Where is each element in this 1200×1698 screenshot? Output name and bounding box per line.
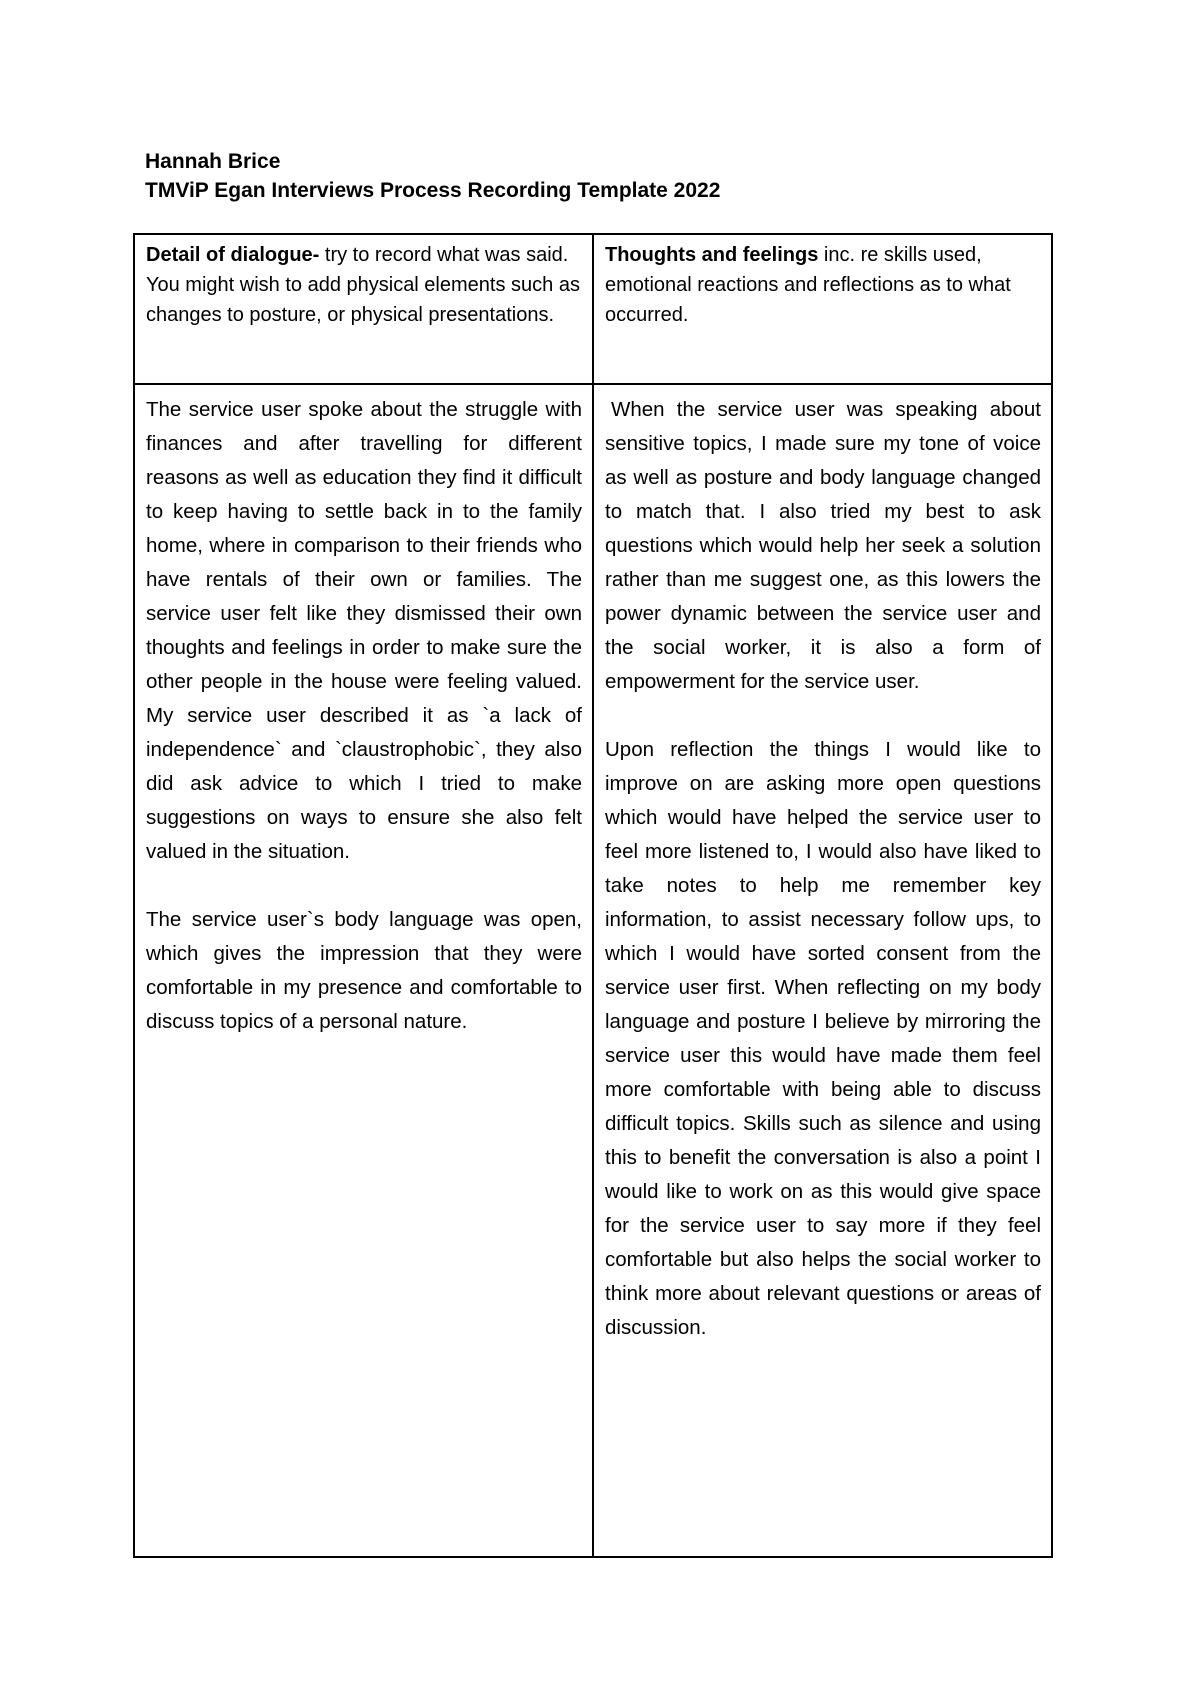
process-recording-table	[133, 233, 1053, 1558]
thoughts-header-text: inc. re skills used, emotional reactions and reflections as to what occurred.	[605, 244, 1011, 326]
thoughts-cell	[593, 384, 1052, 1557]
document-header	[145, 147, 1045, 205]
dialogue-header-text: try to record what was said. You might wish to add physical elements such as changes to posture, or physical presentations.	[146, 244, 580, 326]
dialogue-paragraph: The service user spoke about the struggle with finances and after travelling for different reasons as well as education they find it difficult to keep having to settle back in to the family home, where in comparison to their friends who have rentals of their own or families. The service user felt like they dismissed their own thoughts and feelings in order to make sure the other people in the house were feeling valued. My service user described it as `a lack of independence` and `claustrophobic`, they also did ask advice to which I tried to make suggestions on ways to ensure she also felt valued in the situation.	[146, 398, 582, 863]
dialogue-header-bold: Detail of dialogue-	[146, 244, 320, 266]
document-title: TMViP Egan Interviews Process Recording Template 2022	[145, 179, 721, 202]
thoughts-header-bold: Thoughts and feelings	[605, 244, 819, 266]
thoughts-paragraph: When the service user was speaking about sensitive topics, I made sure my tone of voice as well as posture and body language changed to match that. I also tried my best to ask questions which would help her seek a solution rather than me suggest one, as this lowers the power dynamic between the service user and the social worker, it is also a form of empowerment for the service user.	[605, 398, 1041, 693]
dialogue-cell	[134, 384, 593, 1557]
dialogue-paragraph: The service user`s body language was open, which gives the impression that they were comfortable in my presence and comfortable to discuss topics of a personal nature.	[146, 908, 582, 1033]
dialogue-column-header	[134, 234, 593, 384]
thoughts-paragraph-wrap	[605, 393, 1041, 699]
thoughts-column-header	[593, 234, 1052, 384]
author-name: Hannah Brice	[145, 150, 281, 173]
thoughts-paragraph: Upon reflection the things I would like to improve on are asking more open questions which would have helped the service user to feel more listened to, I would also have liked to take notes to help me remember key information, to assist necessary follow ups, to which I would have sorted consent from the service user first. When reflecting on my body language and posture I believe by mirroring the service user this would have made them feel more comfortable with being able to discuss difficult topics. Skills such as silence and using this to benefit the conversation is also a point I would like to work on as this would give space for the service user to say more if they feel comfortable but also helps the social worker to think more about relevant questions or areas of discussion.	[605, 738, 1041, 1339]
table-header-row	[134, 234, 1052, 384]
table-body-row	[134, 384, 1052, 1557]
